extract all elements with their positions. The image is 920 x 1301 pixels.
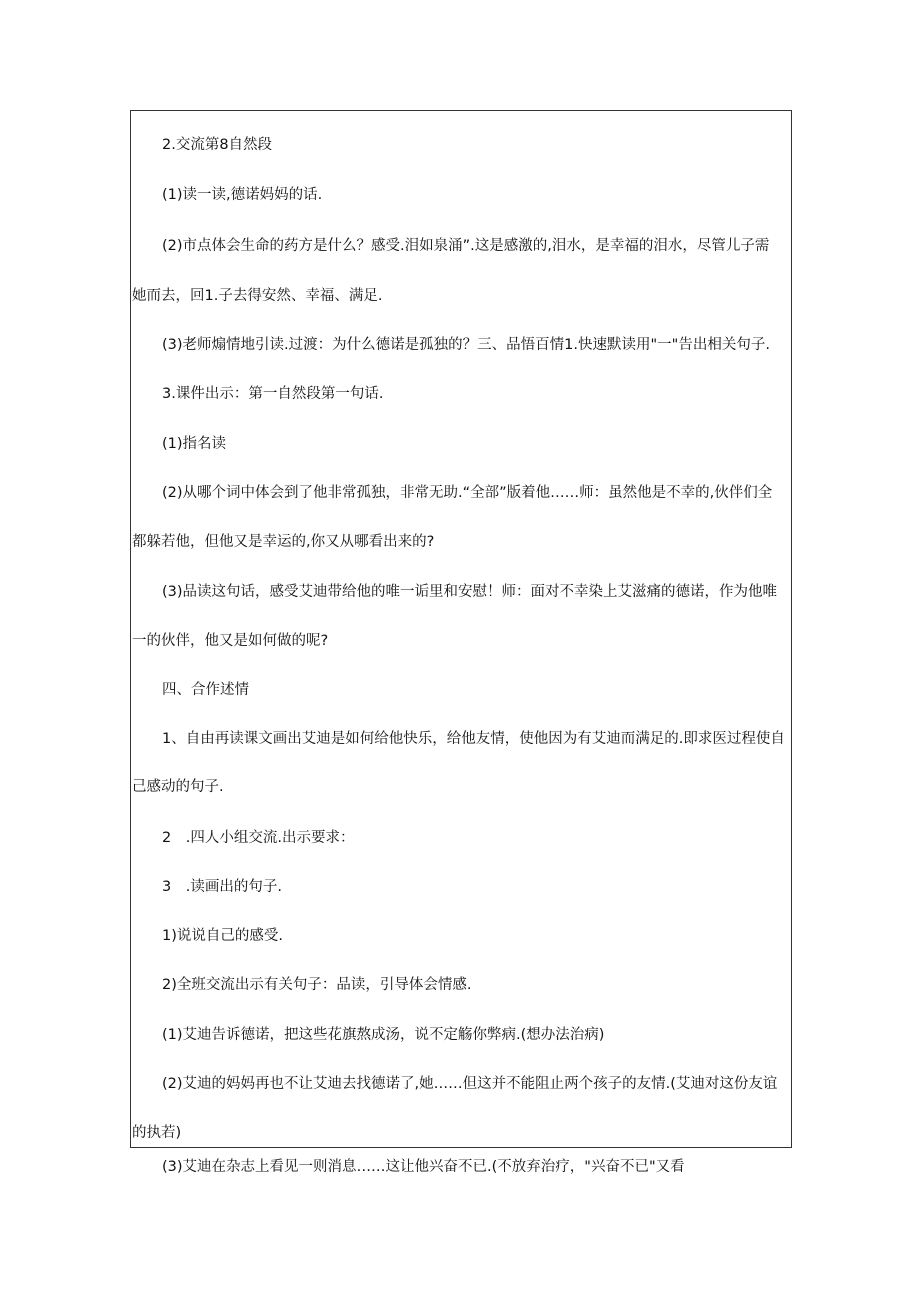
text-line-19: (1)艾迪告诉德诺，把这些花旗熬成汤，说不定觞你弊病.(想办法治病) bbox=[162, 1027, 605, 1043]
text-line-7: (1)指名读 bbox=[162, 436, 227, 452]
text-line-14: 己感动的句子. bbox=[132, 779, 224, 795]
text-line-20: (2)艾迪的妈妈再也不让艾迪去找德诺了,她……但这并不能阻止两个孩子的友情.(艾迪对这份友谊 bbox=[162, 1076, 778, 1092]
section-heading: 四、合作述情 bbox=[162, 682, 249, 698]
text-line-16: 3 .读画出的句子. bbox=[162, 879, 282, 895]
text-line-8: (2)从哪个词中体会到了他非常孤独，非常无助.“全部”版着他……师：虽然他是不幸的,伙伴们全 bbox=[162, 485, 773, 501]
text-line-5: (3)老师煽情地引读.过渡：为什么德诺是孤独的？三、品悟百情1.快速默读用"一"告出相关句子. bbox=[162, 337, 770, 353]
text-line-9: 都躲若他，但他又是幸运的,你又从哪看出来的? bbox=[132, 534, 435, 550]
text-line-21: 的执若) bbox=[132, 1125, 182, 1141]
text-line-10: (3)品读这句话，感受艾迪带给他的唯一诟里和安慰！师：面对不幸染上艾滋痛的德诺，作为他唯 bbox=[162, 584, 778, 600]
text-line-13: 1、自由再读课文画出艾迪是如何给他快乐，给他友情，使他因为有艾迪而满足的.即求医过程使自 bbox=[162, 731, 785, 747]
text-line-11: 一的伙伴，他又是如何做的呢? bbox=[132, 633, 329, 649]
text-line-18: 2)全班交流出示有关句子：品读，引导体会情感. bbox=[162, 977, 472, 993]
text-line-2: (1)读一读,德诺妈妈的话. bbox=[162, 187, 323, 203]
text-line-15: 2 .四人小组交流.出示要求： bbox=[162, 830, 355, 846]
text-line-6: 3.课件出示：第一自然段第一句话. bbox=[162, 386, 384, 402]
text-line-4: 她而去，回1.子去得安然、幸福、满足. bbox=[132, 288, 383, 304]
text-line-17: 1)说说自己的感受. bbox=[162, 928, 283, 944]
trailing-text-line: (3)艾迪在杂志上看见一则消息……这让他兴奋不已.(不放弃治疗，"兴奋不已"又看 bbox=[162, 1159, 685, 1175]
text-line-3: (2)市点体会生命的药方是什么？感受.泪如泉涌”.这是感激的,泪水，是幸福的泪水，尽管儿子需 bbox=[162, 238, 770, 254]
text-line-1: 2.交流第8自然段 bbox=[162, 137, 273, 153]
